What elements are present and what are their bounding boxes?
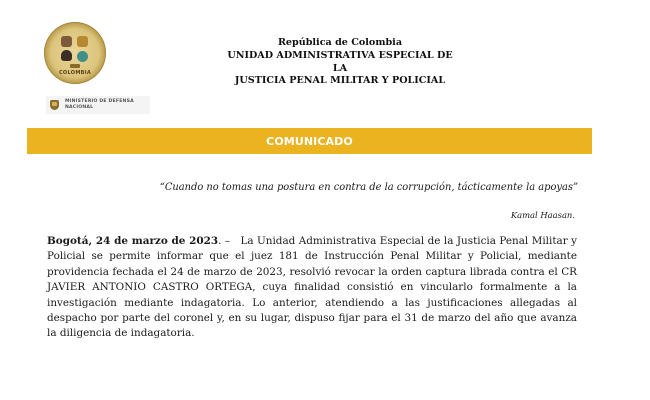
dateline: Bogotá, 24 de marzo de 2023 [47, 235, 219, 247]
ministry-line1: MINISTERIO DE DEFENSA [65, 99, 134, 104]
epigraph-quote: “Cuando no tomas una postura en contra de la corrupción, tácticamente la apoyas” [159, 182, 578, 193]
header-unit-line2: JUSTICIA PENAL MILITAR Y POLICIAL [234, 75, 446, 87]
dateline-separator: . – [218, 235, 231, 247]
body-paragraph: La Unidad Administrativa Especial de la Justicia Penal Militar y Policial se permite informar que el juez 181 de Instrucción Penal Militar y Policial, mediante providencia fechada el 24 de marzo de 2023, resolvió revocar la orden captura librada contra el CR JAVIER ANTONIO CASTRO ORTEGA, cuya finalidad consistió en vincularlo formalmente a la investigación mediante indagatoria. Lo anterior, atendiendo a las justificaciones allegadas al despacho por parte del coronel y, en su lugar, dispuso fijar para el 31 de marzo del año que avanza la diligencia de indagatoria. [47, 235, 577, 340]
comunicado-banner [27, 128, 592, 154]
emblem-police-icon [77, 51, 88, 62]
emblem-army-icon [61, 36, 72, 47]
emblem-navy-icon [77, 36, 88, 47]
press-release-body [47, 234, 577, 342]
document-header [220, 37, 460, 88]
emblem-airforce-icon [61, 50, 72, 61]
banner-title: COMUNICADO [266, 134, 353, 148]
coat-of-arms-icon [50, 100, 59, 110]
seal-label: COLOMBIA [58, 70, 92, 76]
jpm-seal-logo [44, 22, 106, 84]
header-unit-line1: UNIDAD ADMINISTRATIVA ESPECIAL DE LA [227, 49, 453, 74]
ministry-logo [46, 96, 150, 114]
quote-author: Kamal Haasan. [510, 210, 575, 220]
ministry-line2: NACIONAL [65, 105, 94, 110]
header-country: República de Colombia [277, 37, 403, 48]
emblem-scales-icon [70, 64, 80, 68]
